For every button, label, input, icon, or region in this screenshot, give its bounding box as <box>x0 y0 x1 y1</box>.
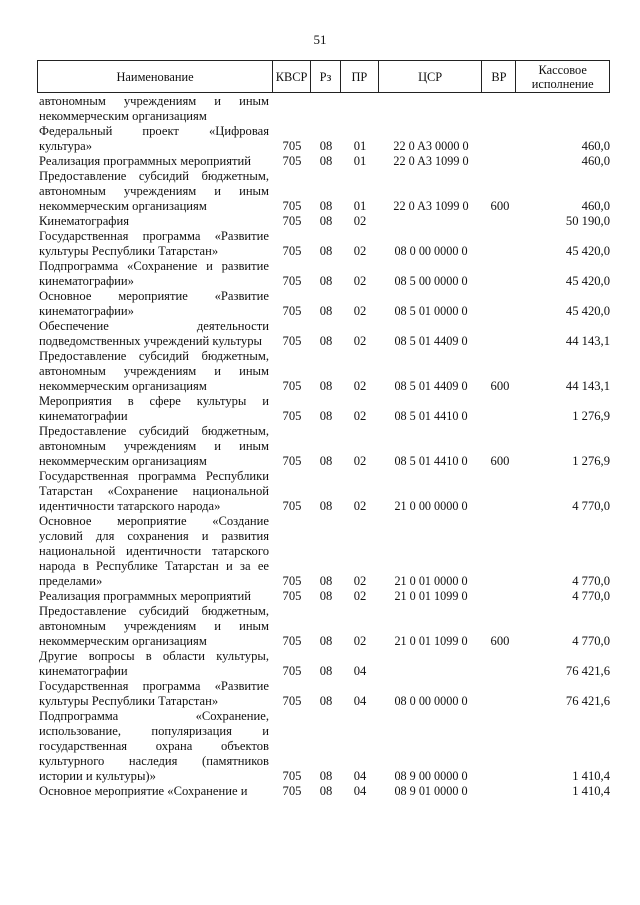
table-row <box>37 259 610 289</box>
cell-vr: 600 <box>490 379 510 393</box>
cell-kvsr: 705 <box>282 199 302 213</box>
cell-name: Мероприятия в сфере культуры и кинематографии <box>39 394 269 423</box>
table-row <box>37 229 610 259</box>
cell-rz: 08 <box>319 379 333 393</box>
cell-kvsr: 705 <box>282 784 302 798</box>
cell-kvsr: 705 <box>282 379 302 393</box>
cell-rz: 08 <box>319 634 333 648</box>
cell-kvsr: 705 <box>282 214 302 228</box>
cell-name: Подпрограмма «Сохранение, использование, популяризация и государственная охрана объектов культурного наследия (памятников истории и культуры)» <box>39 709 269 783</box>
cell-rz: 08 <box>319 199 333 213</box>
cell-name: Государственная программа «Развитие культуры Республики Татарстан» <box>39 229 269 258</box>
cell-csr: 08 9 00 0000 0 <box>394 769 468 783</box>
cell-name: Предоставление субсидий бюджетным, автономным учреждениям и иным некоммерческим организациям <box>39 424 269 468</box>
cell-sum: 1 276,9 <box>572 409 610 423</box>
table-row <box>37 784 610 799</box>
cell-sum: 460,0 <box>581 199 610 213</box>
cell-rz: 08 <box>319 154 333 168</box>
cell-pr: 02 <box>353 499 367 513</box>
cell-kvsr: 705 <box>282 154 302 168</box>
page-number: 51 <box>313 32 327 47</box>
cell-sum: 460,0 <box>581 139 610 153</box>
cell-pr: 02 <box>353 244 367 258</box>
table-row <box>37 289 610 319</box>
cell-name: автономным учреждениям и иным некоммерческим организациям <box>39 94 269 123</box>
cell-sum: 1 410,4 <box>572 784 610 798</box>
cell-pr: 01 <box>353 199 367 213</box>
cell-name: Основное мероприятие «Развитие кинематографии» <box>39 289 269 318</box>
cell-kvsr: 705 <box>282 334 302 348</box>
cell-sum: 76 421,6 <box>565 694 610 708</box>
cell-name: Предоставление субсидий бюджетным, автономным учреждениям и иным некоммерческим организациям <box>39 169 269 213</box>
cell-csr: 21 0 01 0000 0 <box>394 574 468 588</box>
header-kvsr: КВСР <box>273 61 311 92</box>
cell-sum: 45 420,0 <box>565 304 610 318</box>
cell-pr: 02 <box>353 409 367 423</box>
cell-sum: 44 143,1 <box>565 379 610 393</box>
cell-csr: 08 5 01 0000 0 <box>394 304 468 318</box>
cell-csr: 21 0 01 1099 0 <box>394 589 468 603</box>
cell-name: Государственная программа «Развитие культуры Республики Татарстан» <box>39 679 269 708</box>
cell-name: Предоставление субсидий бюджетным, автономным учреждениям и иным некоммерческим организациям <box>39 604 269 648</box>
header-vr: ВР <box>482 61 516 92</box>
cell-kvsr: 705 <box>282 574 302 588</box>
budget-table <box>37 60 610 799</box>
cell-sum: 45 420,0 <box>565 274 610 288</box>
cell-kvsr: 705 <box>282 589 302 603</box>
cell-pr: 04 <box>353 769 367 783</box>
cell-csr: 08 5 01 4409 0 <box>394 334 468 348</box>
table-row <box>37 649 610 679</box>
cell-csr: 08 0 00 0000 0 <box>394 244 468 258</box>
cell-pr: 02 <box>353 589 367 603</box>
cell-kvsr: 705 <box>282 409 302 423</box>
table-row <box>37 514 610 589</box>
cell-csr: 08 9 01 0000 0 <box>394 784 468 798</box>
header-pr: ПР <box>341 61 379 92</box>
header-rz: Рз <box>311 61 341 92</box>
cell-rz: 08 <box>319 214 333 228</box>
header-sum: Кассовое исполнение <box>531 62 594 91</box>
table-row <box>37 94 610 124</box>
cell-sum: 1 276,9 <box>572 454 610 468</box>
cell-kvsr: 705 <box>282 304 302 318</box>
cell-name: Федеральный проект «Цифровая культура» <box>39 124 269 153</box>
cell-sum: 4 770,0 <box>572 499 610 513</box>
cell-kvsr: 705 <box>282 499 302 513</box>
cell-pr: 02 <box>353 274 367 288</box>
table-row <box>37 154 610 169</box>
cell-csr: 08 5 01 4410 0 <box>394 454 468 468</box>
cell-rz: 08 <box>319 694 333 708</box>
cell-kvsr: 705 <box>282 244 302 258</box>
cell-rz: 08 <box>319 244 333 258</box>
table-row <box>37 709 610 784</box>
cell-sum: 460,0 <box>581 154 610 168</box>
cell-name: Реализация программных мероприятий <box>39 589 251 603</box>
cell-vr: 600 <box>490 454 510 468</box>
cell-pr: 04 <box>353 664 367 678</box>
cell-kvsr: 705 <box>282 664 302 678</box>
cell-sum: 45 420,0 <box>565 244 610 258</box>
cell-csr: 21 0 01 1099 0 <box>394 634 468 648</box>
cell-sum: 44 143,1 <box>565 334 610 348</box>
cell-pr: 02 <box>353 334 367 348</box>
table-row <box>37 679 610 709</box>
header-name: Наименование <box>38 61 273 92</box>
cell-kvsr: 705 <box>282 694 302 708</box>
cell-kvsr: 705 <box>282 769 302 783</box>
cell-csr: 22 0 A3 1099 0 <box>393 199 469 213</box>
cell-pr: 01 <box>353 139 367 153</box>
cell-rz: 08 <box>319 454 333 468</box>
cell-pr: 01 <box>353 154 367 168</box>
cell-pr: 02 <box>353 379 367 393</box>
cell-csr: 08 5 00 0000 0 <box>394 274 468 288</box>
table-row <box>37 319 610 349</box>
cell-kvsr: 705 <box>282 274 302 288</box>
table-body <box>37 93 610 799</box>
table-row <box>37 394 610 424</box>
cell-pr: 04 <box>353 784 367 798</box>
cell-name: Основное мероприятие «Создание условий для сохранения и развития национальной идентичности татарского народа в Республике Татарстан и за ее пределами» <box>39 514 269 588</box>
cell-csr: 22 0 A3 0000 0 <box>393 139 469 153</box>
cell-name: Предоставление субсидий бюджетным, автономным учреждениям и иным некоммерческим организациям <box>39 349 269 393</box>
cell-rz: 08 <box>319 574 333 588</box>
cell-name: Кинематография <box>39 214 129 228</box>
cell-name: Обеспечение деятельности подведомственных учреждений культуры <box>39 319 269 348</box>
cell-rz: 08 <box>319 769 333 783</box>
cell-sum: 4 770,0 <box>572 634 610 648</box>
table-row <box>37 604 610 649</box>
cell-csr: 08 5 01 4409 0 <box>394 379 468 393</box>
table-header <box>37 60 610 93</box>
cell-name: Другие вопросы в области культуры, кинематографии <box>39 649 269 678</box>
cell-pr: 02 <box>353 634 367 648</box>
cell-kvsr: 705 <box>282 454 302 468</box>
cell-rz: 08 <box>319 499 333 513</box>
cell-pr: 02 <box>353 214 367 228</box>
cell-name: Подпрограмма «Сохранение и развитие кинематографии» <box>39 259 269 288</box>
cell-rz: 08 <box>319 334 333 348</box>
cell-vr: 600 <box>490 634 510 648</box>
table-row <box>37 349 610 394</box>
cell-name: Основное мероприятие «Сохранение и <box>39 784 248 798</box>
cell-name: Государственная программа Республики Татарстан «Сохранение национальной идентичности татарского народа» <box>39 469 269 513</box>
cell-rz: 08 <box>319 139 333 153</box>
table-row <box>37 169 610 214</box>
cell-rz: 08 <box>319 409 333 423</box>
table-row <box>37 589 610 604</box>
cell-pr: 02 <box>353 454 367 468</box>
cell-rz: 08 <box>319 664 333 678</box>
cell-csr: 22 0 A3 1099 0 <box>393 154 469 168</box>
cell-pr: 02 <box>353 574 367 588</box>
cell-sum: 4 770,0 <box>572 589 610 603</box>
cell-rz: 08 <box>319 304 333 318</box>
cell-rz: 08 <box>319 274 333 288</box>
cell-csr: 08 0 00 0000 0 <box>394 694 468 708</box>
cell-sum: 50 190,0 <box>565 214 610 228</box>
cell-csr: 21 0 00 0000 0 <box>394 499 468 513</box>
cell-vr: 600 <box>490 199 510 213</box>
cell-kvsr: 705 <box>282 634 302 648</box>
table-row <box>37 469 610 514</box>
cell-sum: 1 410,4 <box>572 769 610 783</box>
cell-pr: 02 <box>353 304 367 318</box>
table-row <box>37 214 610 229</box>
cell-rz: 08 <box>319 589 333 603</box>
cell-sum: 76 421,6 <box>565 664 610 678</box>
cell-name: Реализация программных мероприятий <box>39 154 251 168</box>
cell-csr: 08 5 01 4410 0 <box>394 409 468 423</box>
table-row <box>37 124 610 154</box>
cell-sum: 4 770,0 <box>572 574 610 588</box>
cell-kvsr: 705 <box>282 139 302 153</box>
cell-rz: 08 <box>319 784 333 798</box>
header-csr: ЦСР <box>379 61 483 92</box>
table-row <box>37 424 610 469</box>
cell-pr: 04 <box>353 694 367 708</box>
